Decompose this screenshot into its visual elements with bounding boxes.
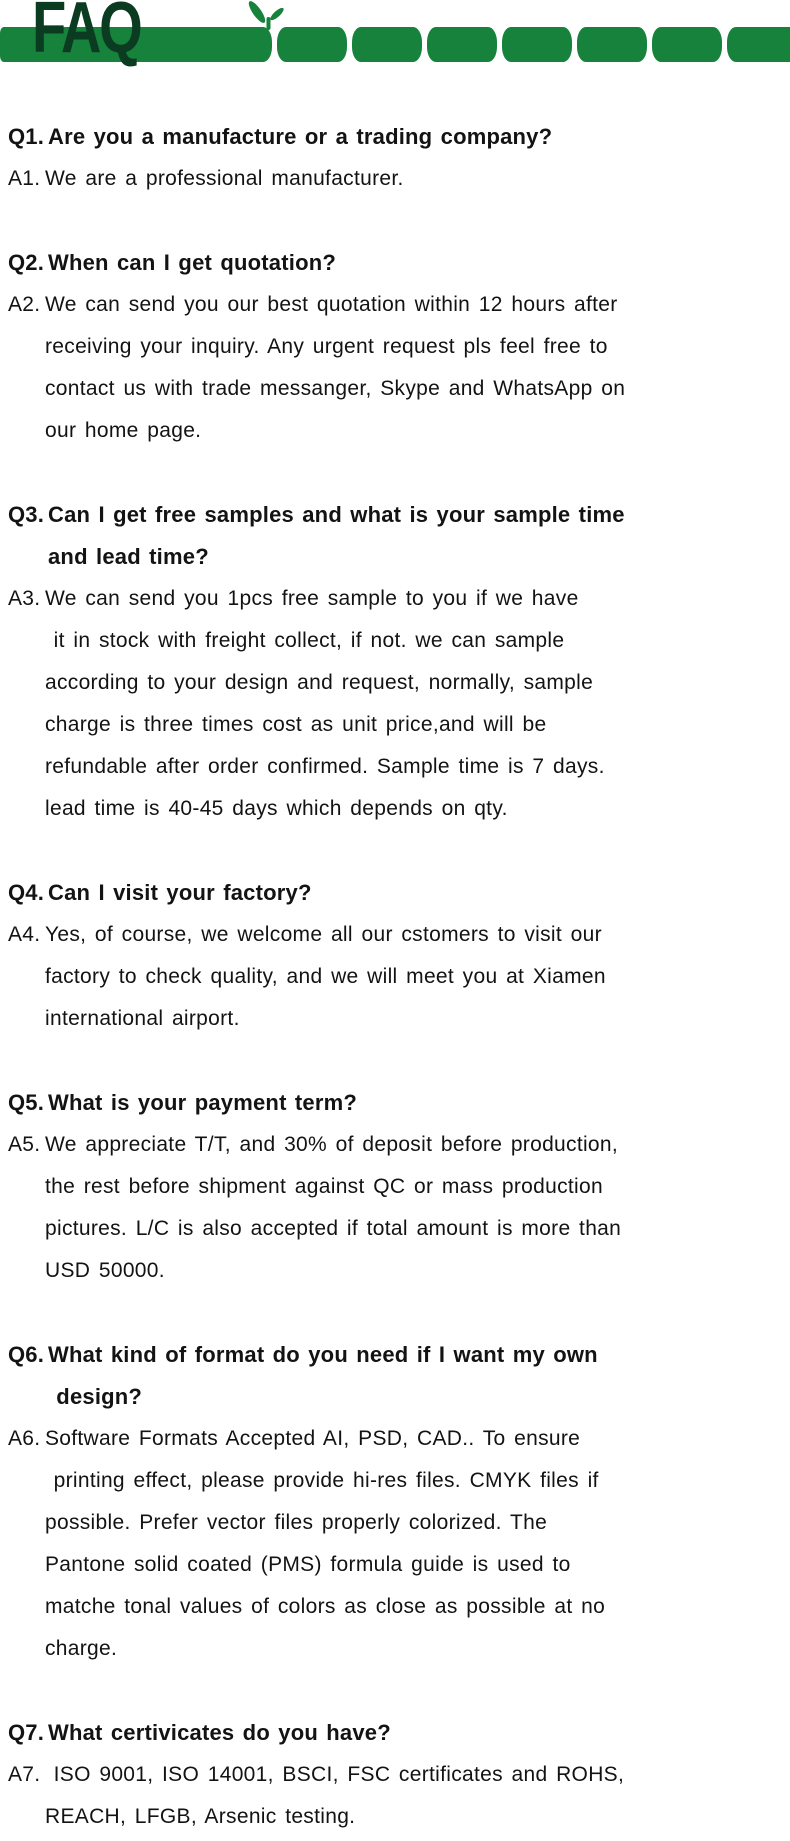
question-label: Q1. bbox=[8, 124, 45, 149]
bamboo-segment bbox=[352, 27, 422, 62]
answer-line bbox=[8, 788, 782, 830]
question-label: Q2. bbox=[8, 250, 45, 275]
answer-text: We can send you our best quotation within 12 hours after bbox=[45, 293, 618, 316]
faq-item-q3 bbox=[8, 494, 782, 830]
faq-logo: FAQ bbox=[32, 0, 141, 68]
answer-line bbox=[8, 1460, 782, 1502]
answer-text: possible. Prefer vector files properly colorized. The bbox=[45, 1511, 548, 1534]
bamboo-leaf-icon bbox=[243, 0, 295, 30]
answer-text: REACH, LFGB, Arsenic testing. bbox=[45, 1805, 356, 1828]
answer-line bbox=[8, 746, 782, 788]
answer-label: A2. bbox=[8, 293, 41, 316]
answer-text: matche tonal values of colors as close as possible at no bbox=[45, 1595, 606, 1618]
answer-text: charge. bbox=[45, 1637, 118, 1660]
bamboo-segment bbox=[652, 27, 722, 62]
question-text: What is your payment term? bbox=[48, 1090, 358, 1115]
answer-text: ISO 9001, ISO 14001, BSCI, FSC certificates and ROHS, bbox=[45, 1763, 625, 1786]
question-label: Q3. bbox=[8, 502, 45, 527]
answer-line bbox=[8, 704, 782, 746]
answer-label: A4. bbox=[8, 923, 41, 946]
question-text: Can I visit your factory? bbox=[48, 880, 312, 905]
question-line bbox=[8, 1082, 782, 1124]
question-text: When can I get quotation? bbox=[48, 250, 336, 275]
answer-label: A6. bbox=[8, 1427, 41, 1450]
answer-text: factory to check quality, and we will meet you at Xiamen bbox=[45, 965, 606, 988]
answer-line bbox=[8, 914, 782, 956]
answer-text: international airport. bbox=[45, 1007, 240, 1030]
question-line bbox=[8, 1334, 782, 1376]
question-text: What certivicates do you have? bbox=[48, 1720, 391, 1745]
answer-text: USD 50000. bbox=[45, 1259, 165, 1282]
answer-text: according to your design and request, normally, sample bbox=[45, 671, 594, 694]
answer-text: Pantone solid coated (PMS) formula guide is used to bbox=[45, 1553, 571, 1576]
answer-line bbox=[8, 1502, 782, 1544]
question-label: Q4. bbox=[8, 880, 45, 905]
answer-line bbox=[8, 662, 782, 704]
question-label: Q7. bbox=[8, 1720, 45, 1745]
answer-line bbox=[8, 158, 782, 200]
answer-text: printing effect, please provide hi-res files. CMYK files if bbox=[45, 1469, 599, 1492]
answer-line bbox=[8, 410, 782, 452]
faq-item-q7 bbox=[8, 1712, 782, 1838]
answer-text: receiving your inquiry. Any urgent request pls feel free to bbox=[45, 335, 608, 358]
answer-line bbox=[8, 578, 782, 620]
answer-text: We appreciate T/T, and 30% of deposit before production, bbox=[45, 1133, 619, 1156]
question-line bbox=[8, 1712, 782, 1754]
answer-text: pictures. L/C is also accepted if total amount is more than bbox=[45, 1217, 622, 1240]
answer-line bbox=[8, 1544, 782, 1586]
answer-text: refundable after order confirmed. Sample time is 7 days. bbox=[45, 755, 605, 778]
answer-text: Yes, of course, we welcome all our cstomers to visit our bbox=[45, 923, 602, 946]
bamboo-segment bbox=[277, 27, 347, 62]
question-line bbox=[8, 872, 782, 914]
faq-item-q4 bbox=[8, 872, 782, 1040]
bamboo-segment bbox=[577, 27, 647, 62]
question-line bbox=[8, 242, 782, 284]
header bbox=[0, 0, 790, 96]
answer-label: A5. bbox=[8, 1133, 41, 1156]
answer-label: A1. bbox=[8, 167, 41, 190]
question-text: Can I get free samples and what is your sample time bbox=[48, 502, 625, 527]
answer-line bbox=[8, 1586, 782, 1628]
question-label: Q5. bbox=[8, 1090, 45, 1115]
answer-line bbox=[8, 620, 782, 662]
faq-content bbox=[8, 116, 782, 1841]
question-text: What kind of format do you need if I want my own bbox=[48, 1342, 598, 1367]
answer-line bbox=[8, 1250, 782, 1292]
answer-line bbox=[8, 284, 782, 326]
answer-line bbox=[8, 326, 782, 368]
answer-text: our home page. bbox=[45, 419, 202, 442]
answer-text: it in stock with freight collect, if not. we can sample bbox=[45, 629, 565, 652]
faq-item-q1 bbox=[8, 116, 782, 200]
faq-item-q2 bbox=[8, 242, 782, 452]
question-line bbox=[8, 536, 782, 578]
bamboo-segment bbox=[727, 27, 790, 62]
answer-text: We can send you 1pcs free sample to you if we have bbox=[45, 587, 579, 610]
faq-item-q5 bbox=[8, 1082, 782, 1292]
question-label: Q6. bbox=[8, 1342, 45, 1367]
answer-line bbox=[8, 1124, 782, 1166]
question-line bbox=[8, 494, 782, 536]
answer-text: lead time is 40-45 days which depends on qty. bbox=[45, 797, 508, 820]
answer-text: We are a professional manufacturer. bbox=[45, 167, 404, 190]
answer-label: A7. bbox=[8, 1763, 41, 1786]
answer-text: contact us with trade messanger, Skype and WhatsApp on bbox=[45, 377, 626, 400]
question-line bbox=[8, 116, 782, 158]
faq-item-q6 bbox=[8, 1334, 782, 1670]
answer-line bbox=[8, 1208, 782, 1250]
answer-label: A3. bbox=[8, 587, 41, 610]
answer-line bbox=[8, 1754, 782, 1796]
answer-line bbox=[8, 998, 782, 1040]
answer-line bbox=[8, 368, 782, 410]
question-line bbox=[8, 1376, 782, 1418]
answer-line bbox=[8, 1166, 782, 1208]
bamboo-segment bbox=[502, 27, 572, 62]
question-text: and lead time? bbox=[48, 544, 209, 569]
answer-line bbox=[8, 1418, 782, 1460]
answer-text: the rest before shipment against QC or mass production bbox=[45, 1175, 603, 1198]
answer-line bbox=[8, 1796, 782, 1838]
answer-text: Software Formats Accepted AI, PSD, CAD.. To ensure bbox=[45, 1427, 581, 1450]
bamboo-segment bbox=[427, 27, 497, 62]
answer-line bbox=[8, 956, 782, 998]
answer-text: charge is three times cost as unit price,and will be bbox=[45, 713, 547, 736]
question-text: design? bbox=[48, 1384, 143, 1409]
answer-line bbox=[8, 1628, 782, 1670]
question-text: Are you a manufacture or a trading company? bbox=[48, 124, 553, 149]
